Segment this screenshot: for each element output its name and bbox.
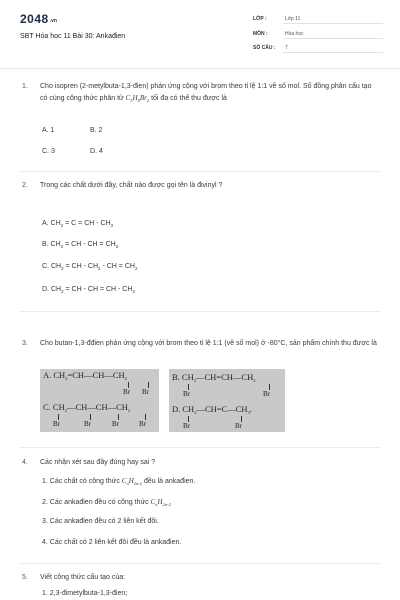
question-3 bbox=[22, 339, 380, 363]
statement-4[interactable]: 4. Các chất có 2 liên kết đôi đều là ankađien. bbox=[42, 539, 182, 546]
site-logo[interactable] bbox=[20, 12, 57, 26]
chem-options-left bbox=[40, 369, 159, 432]
question-number: 1. bbox=[22, 83, 28, 90]
statement-1[interactable]: 1. Các chất có công thức $C_nH_{2n-2}$ đều là ankađien. bbox=[42, 477, 196, 486]
question-text: Viết công thức cấu tạo của: bbox=[40, 574, 126, 581]
header bbox=[0, 0, 400, 68]
option-a[interactable]: A. $CH_2=CH—CH—CH_2$ bbox=[43, 370, 127, 381]
question-number: 4. bbox=[22, 459, 28, 466]
chem-options-right bbox=[169, 369, 285, 432]
bromine-label: Br bbox=[235, 422, 242, 430]
question-text: Cho butan-1,3-đđien phản ứng cộng với brom theo tỉ lệ 1:1 (về số mol) ở -80°C, sản phẩm chính thu được là bbox=[40, 340, 377, 347]
meta-count-key: SỐ CÂU : bbox=[253, 45, 276, 51]
bromine-label: Br bbox=[84, 420, 91, 428]
bromine-label: Br bbox=[263, 390, 270, 398]
bromine-label: Br bbox=[183, 422, 190, 430]
option-c[interactable]: C. 3 bbox=[42, 148, 55, 155]
question-number: 5. bbox=[22, 574, 28, 581]
statement-1[interactable]: 1. 2,3-đimetylbuta-1,3-đien; bbox=[42, 590, 128, 597]
divider bbox=[20, 311, 380, 312]
statement-2[interactable]: 2. Các ankađien đều có công thức $C_nH_{2n-2}$ bbox=[42, 498, 171, 507]
question-text bbox=[40, 82, 380, 104]
divider bbox=[20, 563, 380, 564]
option-b[interactable]: B. 2 bbox=[90, 127, 103, 134]
question-4 bbox=[22, 458, 380, 470]
option-b[interactable]: B. $CH_2$ = CH - CH = $CH_2$ bbox=[42, 241, 119, 249]
document-title: SBT Hóa học 11 Bài 30: Ankađien bbox=[20, 33, 126, 40]
bromine-label: Br bbox=[183, 390, 190, 398]
option-a[interactable]: A. 1 bbox=[42, 127, 55, 134]
logo-suffix: .vn bbox=[49, 18, 57, 24]
meta-underline bbox=[283, 52, 383, 53]
question-text: Trong các chất dưới đây, chất nào được gọi tên là đivinyl ? bbox=[40, 182, 223, 189]
bromine-label: Br bbox=[112, 420, 119, 428]
logo-number: 2048 bbox=[20, 12, 49, 26]
question-1-text: Cho isopren (2-metylbuta-1,3-đien) phản ứng cộng với brom theo tỉ lệ 1:1 về số mol. Số đồng phân cấu tạo có cùng công thức phân tử bbox=[40, 83, 372, 102]
option-d[interactable]: D. 4 bbox=[90, 148, 103, 155]
bromine-label: Br bbox=[123, 388, 130, 396]
option-c[interactable]: C. $CH_2—CH—CH—CH_2$ bbox=[43, 402, 131, 413]
question-2 bbox=[22, 181, 380, 193]
divider bbox=[20, 171, 380, 172]
meta-underline bbox=[283, 23, 383, 24]
question-number: 3. bbox=[22, 340, 28, 347]
meta-count-value: 7 bbox=[285, 45, 288, 51]
meta-subject-value: Hóa học bbox=[285, 31, 304, 37]
option-b[interactable]: B. $CH_2—CH=CH—CH_2$ bbox=[172, 372, 256, 383]
question-number: 2. bbox=[22, 182, 28, 189]
bromine-label: Br bbox=[139, 420, 146, 428]
meta-class-value: Lớp 11 bbox=[285, 16, 301, 22]
question-1 bbox=[22, 82, 380, 118]
bromine-label: Br bbox=[142, 388, 149, 396]
option-d[interactable]: D. $CH_2$ = CH - CH = CH - $CH_3$ bbox=[42, 286, 135, 294]
meta-class-key: LỚP : bbox=[253, 16, 267, 22]
divider bbox=[20, 447, 380, 448]
header-separator bbox=[0, 68, 400, 69]
question-1-tail: tối đa có thể thu được là bbox=[151, 94, 227, 102]
meta-subject-key: MÔN : bbox=[253, 31, 268, 37]
question-1-formula: $C_5H_8Br_2$ bbox=[125, 93, 150, 103]
option-a[interactable]: A. $CH_2 = C$ = CH - $CH_3$ bbox=[42, 220, 114, 228]
statement-3[interactable]: 3. Các ankađien đều có 2 liên kết đôi. bbox=[42, 518, 159, 525]
question-5 bbox=[22, 573, 380, 585]
meta-underline bbox=[283, 38, 383, 39]
option-d[interactable]: D. $CH_2—CH=C—CH_3$. bbox=[172, 404, 252, 415]
bromine-label: Br bbox=[53, 420, 60, 428]
question-text: Các nhận xét sau đây đúng hay sai ? bbox=[40, 459, 156, 466]
option-c[interactable]: C. $CH_2$ = CH - $CH_2$ - CH = $CH_2$ bbox=[42, 263, 138, 271]
